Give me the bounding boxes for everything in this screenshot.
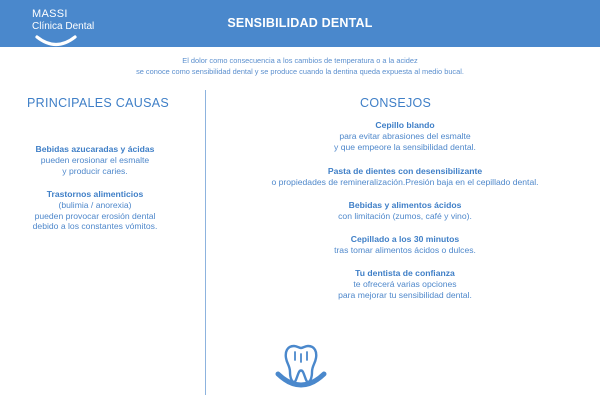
cause-item: [0, 189, 190, 232]
logo-subtitle: Clínica Dental: [32, 21, 95, 32]
tip-heading: Pasta de dientes con desensibilizante: [327, 166, 483, 176]
tips-title: CONSEJOS: [360, 96, 432, 110]
tip-heading: Tu dentista de confianza: [355, 268, 455, 278]
intro-text: [0, 55, 600, 77]
tip-line: para mejorar tu sensibilidad dental.: [338, 289, 472, 300]
cause-heading: Bebidas azucaradas y ácidas: [35, 144, 155, 154]
tip-line: o propiedades de remineralización.Presión baja en el cepillado dental.: [271, 176, 539, 187]
tip-item: [210, 166, 600, 188]
cause-line: y producir caries.: [62, 165, 128, 176]
intro-line: El dolor como consecuencia a los cambios de temperatura o a la acidez: [182, 56, 418, 65]
tip-item: [210, 268, 600, 300]
tip-item: [210, 120, 600, 152]
logo-brand: MASSI: [32, 8, 68, 20]
tip-item: [210, 234, 600, 256]
tip-line: y que empeore la sensibilidad dental.: [334, 141, 476, 152]
cause-line: pueden provocar erosión dental: [34, 210, 156, 221]
tip-line: para evitar abrasiones del esmalte: [339, 130, 471, 141]
tip-heading: Cepillado a los 30 minutos: [350, 234, 460, 244]
cause-line: (bulimia / anorexia): [58, 199, 132, 210]
column-divider: [205, 90, 206, 395]
tip-item: [210, 200, 600, 222]
cause-line: pueden erosionar el esmalte: [40, 154, 150, 165]
tip-line: tras tomar alimentos ácidos o dulces.: [334, 244, 476, 255]
tip-heading: Cepillo blando: [375, 120, 435, 130]
tooth-icon: [272, 340, 330, 390]
causes-title: PRINCIPALES CAUSAS: [27, 96, 170, 110]
cause-line: debido a los constantes vómitos.: [32, 221, 158, 232]
cause-heading: Trastornos alimenticios: [46, 189, 144, 199]
intro-line: se conoce como sensibilidad dental y se produce cuando la dentina queda expuesta al medio bucal.: [136, 67, 464, 76]
tip-line: te ofrecerá varias opciones: [353, 278, 457, 289]
tip-line: con limitación (zumos, café y vino).: [338, 210, 472, 221]
cause-item: [0, 144, 190, 176]
tip-heading: Bebidas y alimentos ácidos: [348, 200, 462, 210]
page-title: SENSIBILIDAD DENTAL: [227, 16, 373, 30]
